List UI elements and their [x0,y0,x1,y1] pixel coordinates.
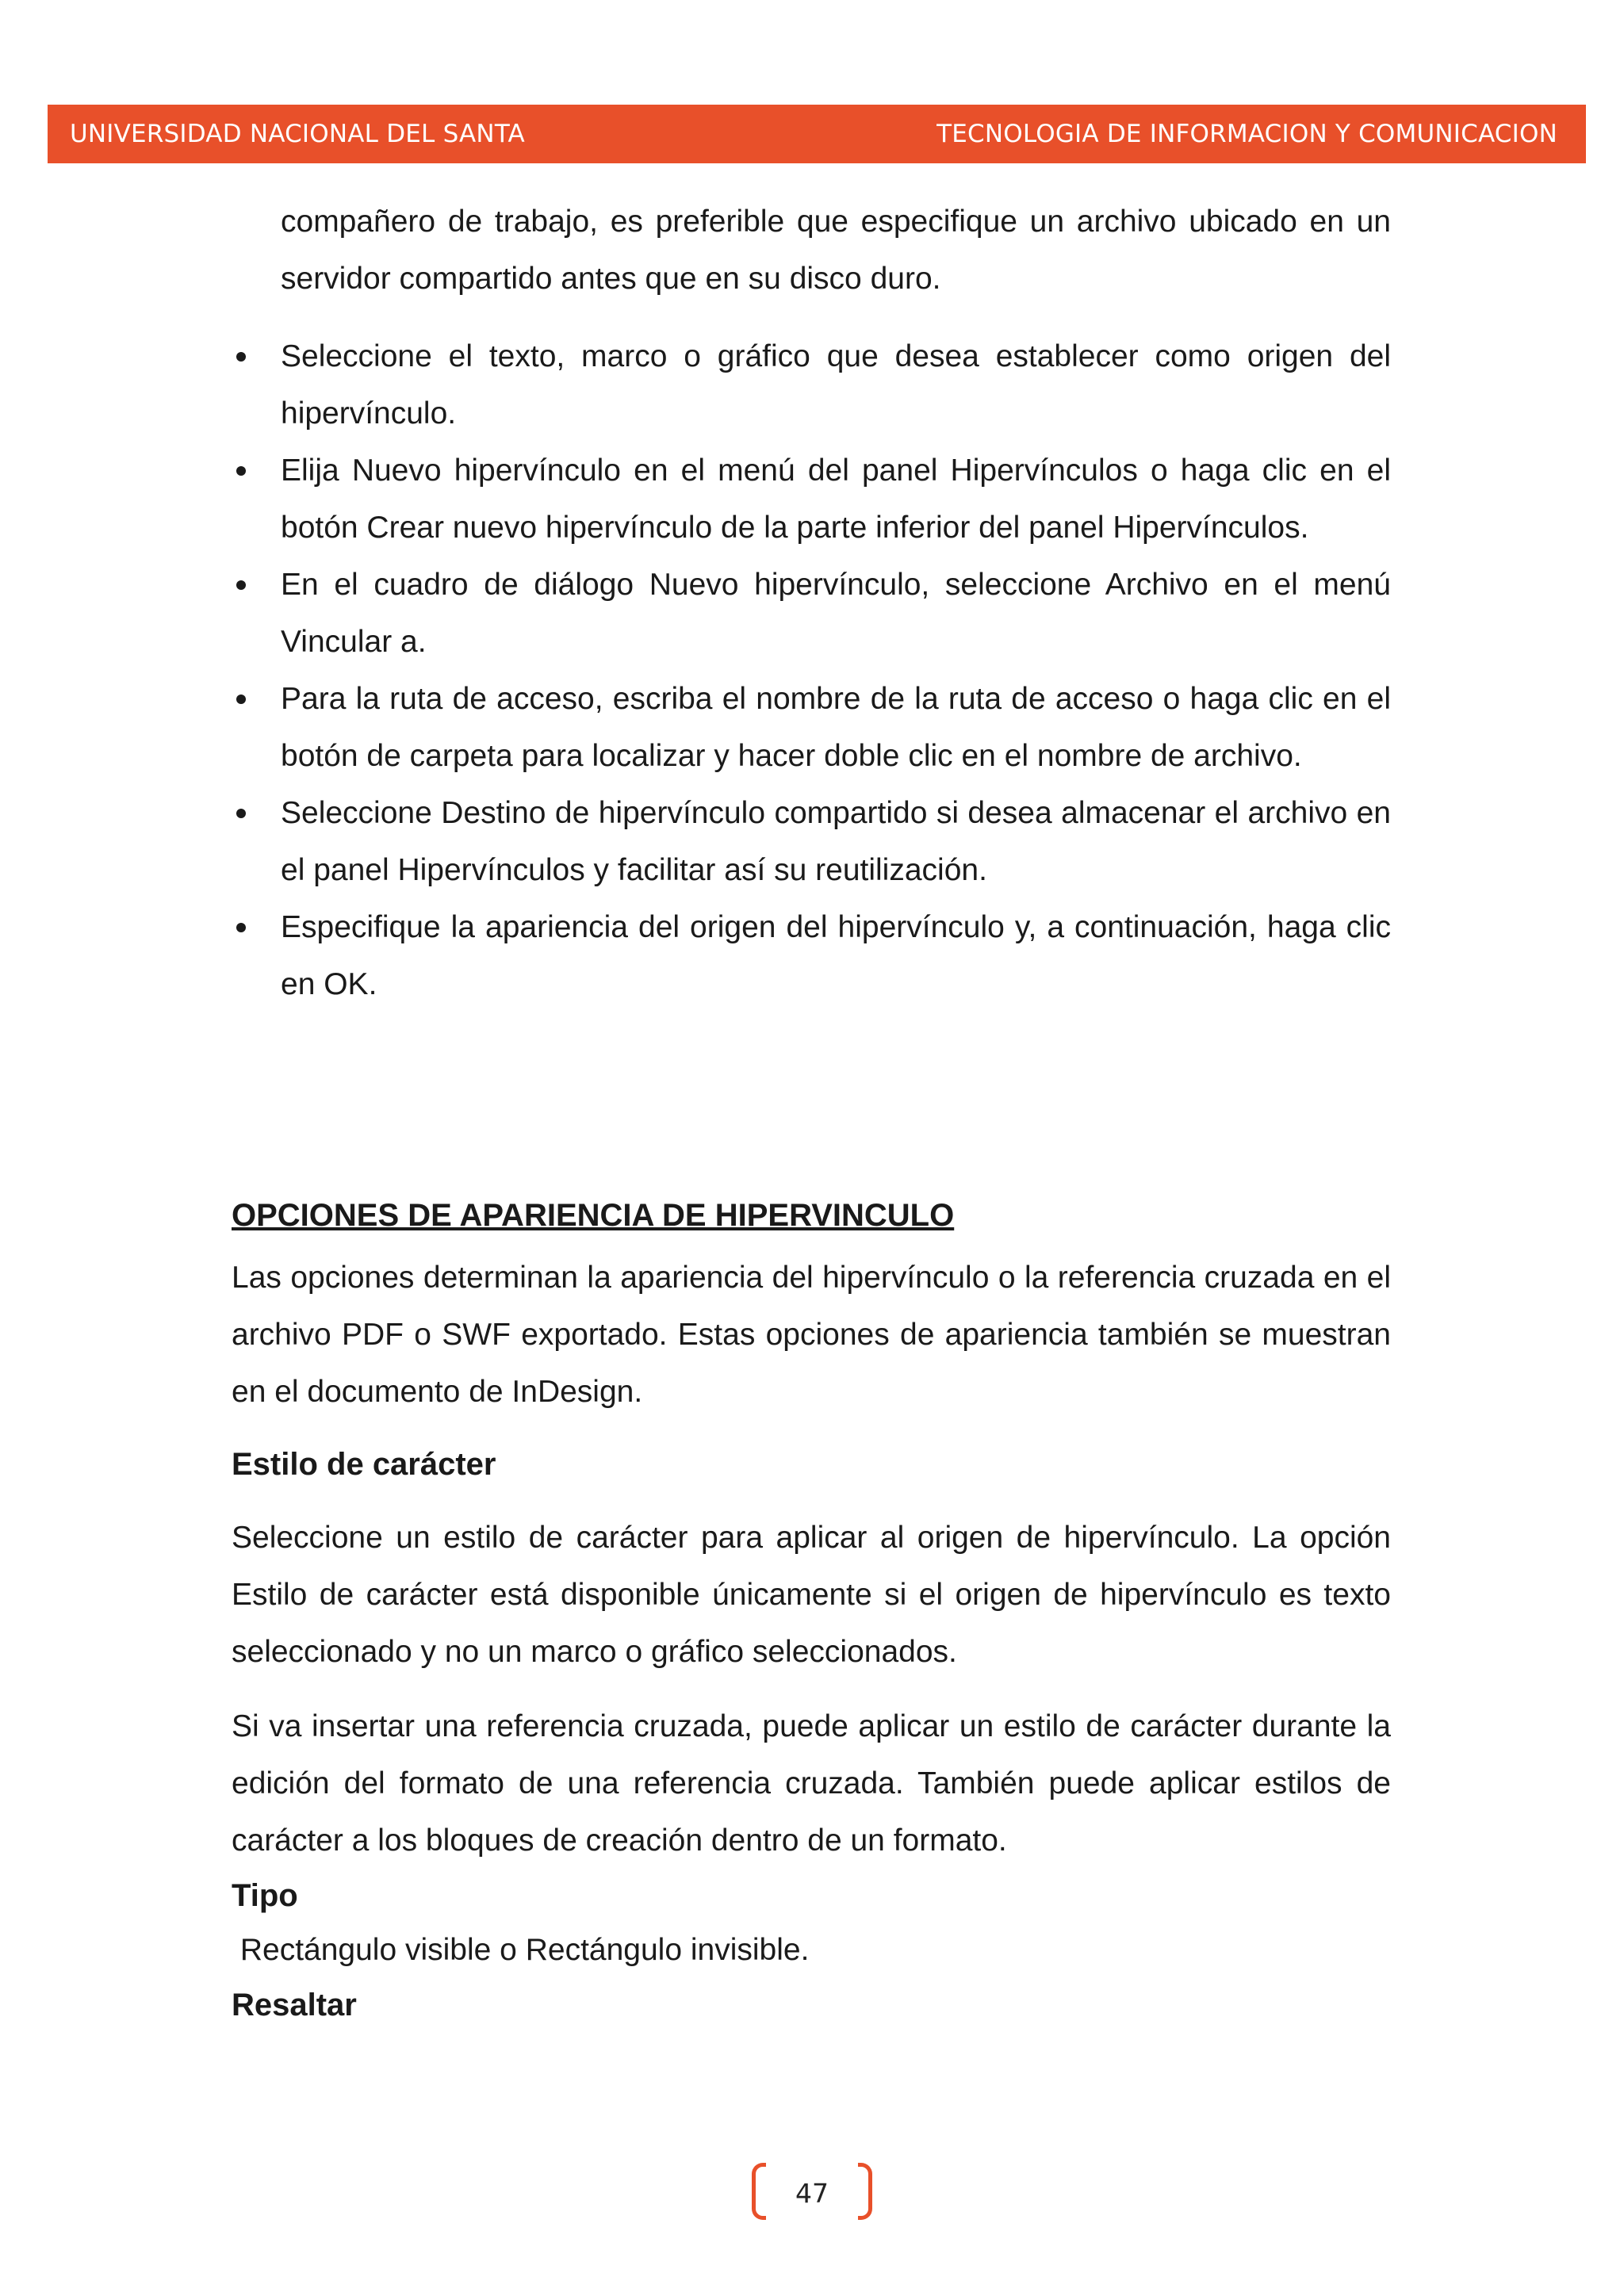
list-item-text: Seleccione el texto, marco o gráfico que desea establecer como origen del hipervínculo. [281,339,1391,430]
list-item [232,328,1391,442]
page-number-badge [752,2163,872,2223]
page-content [232,193,1391,2031]
list-item-text: Para la ruta de acceso, escriba el nombre de la ruta de acceso o haga clic en el botón de carpeta para localizar y hacer doble clic en el nombre de archivo. [281,682,1391,773]
list-item-text: Especifique la apariencia del origen del hipervínculo y, a continuación, haga clic en OK. [281,910,1391,1001]
header-course: TECNOLOGIA DE INFORMACION Y COMUNICACION [936,120,1557,148]
list-item [232,671,1391,785]
list-item [232,899,1391,1013]
estilo-paragraph-1: Seleccione un estilo de carácter para aplicar al origen de hipervínculo. La opción Estilo de carácter está disponible únicamente si el origen de hipervínculo es texto seleccionado y no un marco o gráfico seleccionados. [232,1521,1391,1669]
list-item-text: Seleccione Destino de hipervínculo compartido si desea almacenar el archivo en el panel Hipervínculos y facilitar así su reutilización. [281,796,1391,887]
left-bracket-icon [752,2163,766,2220]
page-number: 47 [795,2177,829,2209]
estilo-heading: Estilo de carácter [232,1447,496,1482]
resaltar-heading: Resaltar [232,1988,357,2022]
page-header [48,105,1586,163]
list-item [232,785,1391,899]
bullet-icon [236,580,246,590]
bullet-icon [236,352,246,362]
section-title: OPCIONES DE APARIENCIA DE HIPERVINCULO [232,1198,955,1233]
bullet-icon [236,923,246,932]
list-item [232,442,1391,557]
tipo-heading: Tipo [232,1878,298,1913]
steps-list [232,328,1391,1013]
list-item [232,557,1391,671]
header-university: UNIVERSIDAD NACIONAL DEL SANTA [70,120,525,148]
list-item-text: En el cuadro de diálogo Nuevo hipervínculo, seleccione Archivo en el menú Vincular a. [281,568,1391,659]
bullet-icon [236,695,246,704]
bullet-icon [236,809,246,818]
right-bracket-icon [858,2163,872,2220]
section-intro: Las opciones determinan la apariencia del hipervínculo o la referencia cruzada en el archivo PDF o SWF exportado. Estas opciones de apariencia también se muestran en el documento de InDesign. [232,1261,1391,1409]
estilo-paragraph-2: Si va insertar una referencia cruzada, puede aplicar un estilo de carácter durante la edición del formato de una referencia cruzada. También puede aplicar estilos de carácter a los bloques de creación dentro de un formato. [232,1709,1391,1858]
continuation-paragraph: compañero de trabajo, es preferible que especifique un archivo ubicado en un servidor compartido antes que en su disco duro. [281,205,1391,296]
list-item-text: Elija Nuevo hipervínculo en el menú del panel Hipervínculos o haga clic en el botón Crear nuevo hipervínculo de la parte inferior del panel Hipervínculos. [281,453,1391,545]
bullet-icon [236,466,246,476]
tipo-text: Rectángulo visible o Rectángulo invisible. [232,1933,810,1967]
